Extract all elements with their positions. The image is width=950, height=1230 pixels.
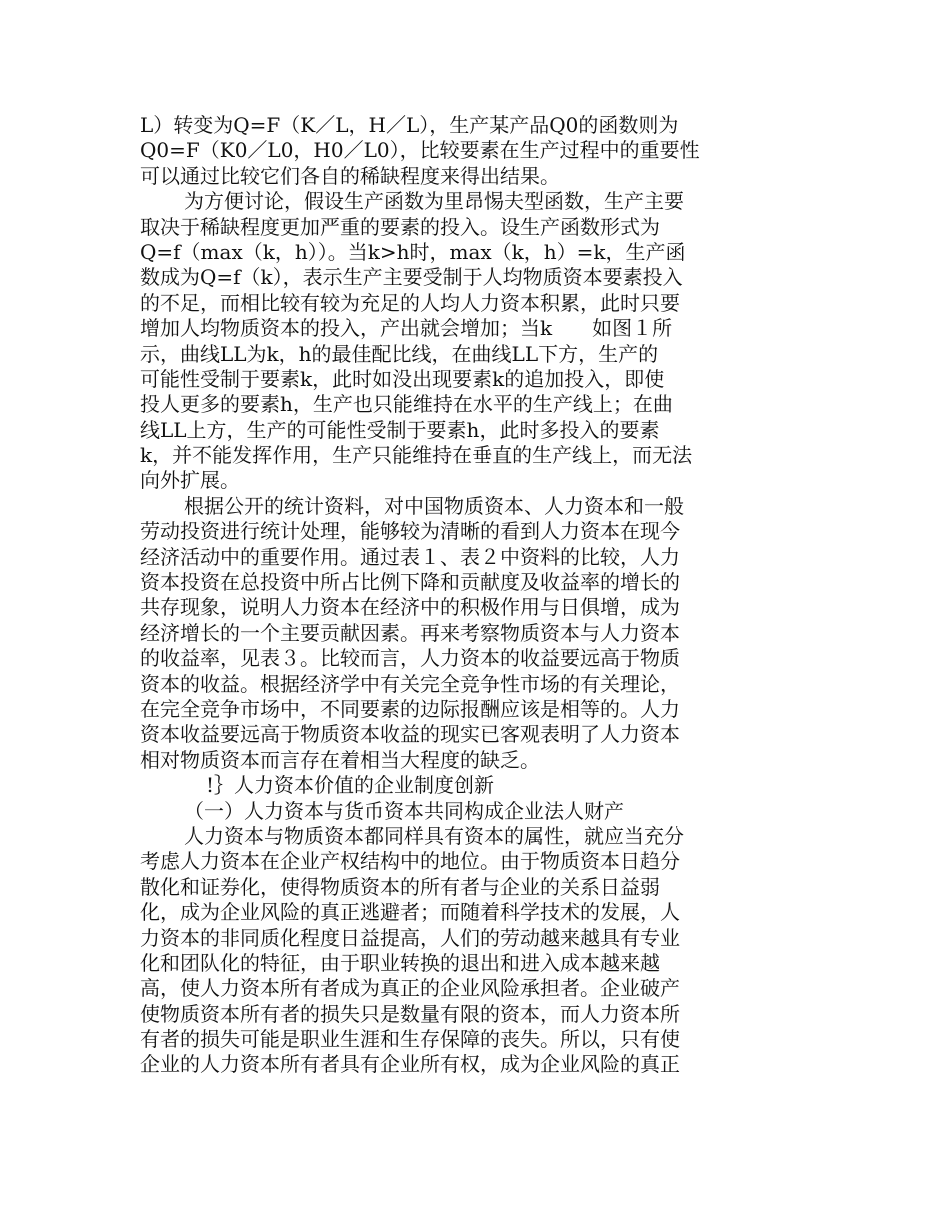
text-line: 企业的人力资本所有者具有企业所有权，成为企业风险的真正 [140,1052,680,1077]
text-line: 向外扩展。 [140,468,240,493]
text-line: 散化和证券化，使得物质资本的所有者与企业的关系日益弱 [140,874,660,899]
text-line: 考虑人力资本在企业产权结构中的地位。由于物质资本日趋分 [140,849,680,874]
text-line: 劳动投资进行统计处理，能够较为清晰的看到人力资本在现今 [140,519,680,544]
text-line: 化和团队化的特征，由于职业转换的退出和进入成本越来越 [140,950,660,975]
text-line: 示，曲线LL为k，h的最佳配比线，在曲线LL下方，生产的 [140,341,659,366]
text-line: 共存现象，说明人力资本在经济中的积极作用与日俱增，成为 [140,595,680,620]
text-line: 可以通过比较它们各自的稀缺程度来得出结果。 [140,163,560,188]
text-line: 有者的损失可能是职业生涯和生存保障的丧失。所以，只有使 [140,1027,680,1052]
text-line: 取决于稀缺程度更加严重的要素的投入。设生产函数形式为 [140,214,660,239]
text-line: 使物质资本所有者的损失只是数量有限的资本，而人力资本所 [140,1001,680,1026]
text-line: 增加人均物质资本的投入，产出就会增加；当k 如图１所 [140,316,673,341]
text-line: 在完全竞争市场中，不同要素的边际报酬应该是相等的。人力 [140,696,680,721]
paragraph-first-line: 根据公开的统计资料，对中国物质资本、人力资本和一般 [184,493,684,518]
text-line: 投人更多的要素h，生产也只能维持在水平的生产线上；在曲 [140,392,673,417]
document-page [140,113,750,1078]
subsection-heading: （一）人力资本与货币资本共同构成企业法人财产 [184,798,624,823]
text-line: 线LL上方，生产的可能性受制于要素h，此时多投入的要素 [140,417,660,442]
text-line: 资本投资在总投资中所占比例下降和贡献度及收益率的增长的 [140,570,680,595]
text-line: 数成为Q=f（k），表示生产主要受制于人均物质资本要素投入 [140,265,683,290]
text-line: 的收益率，见表３。比较而言，人力资本的收益要远高于物质 [140,646,680,671]
paragraph-first-line: 人力资本与物质资本都同样具有资本的属性，就应当充分 [184,823,684,848]
text-line: 相对物质资本而言存在着相当大程度的缺乏。 [140,747,540,772]
text-line: k，并不能发挥作用，生产只能维持在垂直的生产线上，而无法 [140,443,693,468]
text-line: L）转变为Q=F（K／L，H／L），生产某产品Q0的函数则为 [140,113,679,137]
text-line: 力资本的非同质化程度日益提高，人们的劳动越来越具有专业 [140,925,680,950]
text-line: 高，使人力资本所有者成为真正的企业风险承担者。企业破产 [140,976,680,1001]
text-line: Q=f（max（k，h））。当k>h时，max（k，h）=k，生产函 [140,239,686,264]
document-body [140,113,750,1078]
text-line: 经济增长的一个主要贡献因素。再来考察物质资本与人力资本 [140,620,680,645]
section-heading: !｝人力资本价值的企业制度创新 [206,773,495,798]
text-line: Q0=F（K0／L0，H0／L0），比较要素在生产过程中的重要性 [140,138,700,163]
text-line: 化，成为企业风险的真正逃避者；而随着科学技术的发展，人 [140,900,680,925]
text-line: 可能性受制于要素k，此时如没出现要素k的追加投入，即使 [140,366,665,391]
text-line: 的不足，而相比较有较为充足的人均人力资本积累，此时只要 [140,290,680,315]
text-line: 资本的收益。根据经济学中有关完全竞争性市场的有关理论， [140,671,680,696]
text-line: 经济活动中的重要作用。通过表１、表２中资料的比较，人力 [140,544,680,569]
paragraph-first-line: 为方便讨论，假设生产函数为里昂惕夫型函数，生产主要 [184,189,684,214]
text-line: 资本收益要远高于物质资本收益的现实已客观表明了人力资本 [140,722,680,747]
